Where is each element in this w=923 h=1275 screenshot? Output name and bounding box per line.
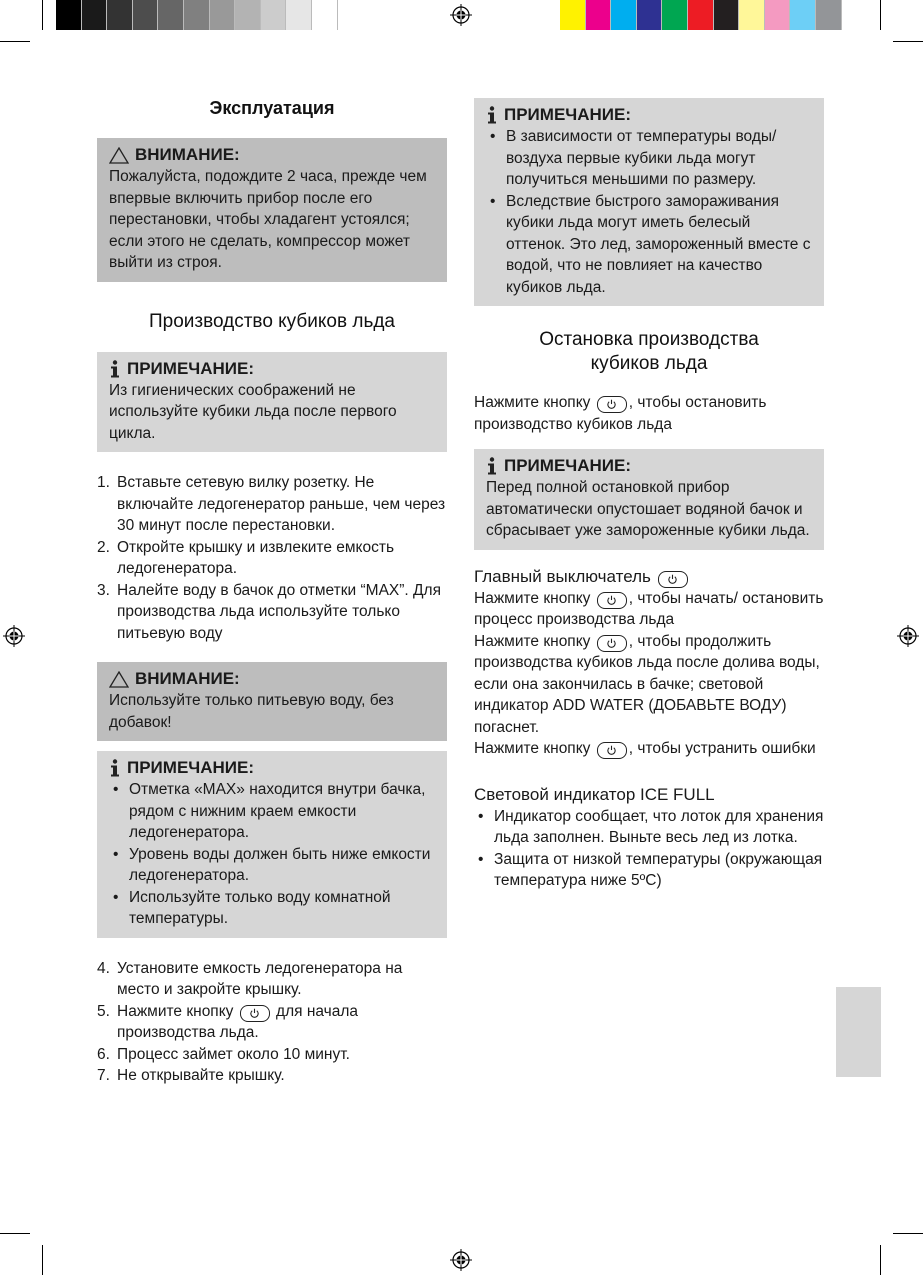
color-swatch xyxy=(637,0,663,30)
steps-list xyxy=(97,958,447,1087)
list-item: • Индикатор сообщает, что лоток для хранения льда заполнен. Выньте весь лед из лотка. xyxy=(474,806,824,849)
steps-list xyxy=(97,472,447,644)
main-switch-title: Главный выключатель xyxy=(474,566,651,586)
list-item: 7. Не открывайте крышку. xyxy=(97,1067,285,1084)
color-swatch xyxy=(210,0,236,30)
info-icon xyxy=(109,759,121,777)
right-column xyxy=(474,98,824,892)
color-swatch xyxy=(816,0,842,30)
color-swatch xyxy=(56,0,82,30)
ice-full-section xyxy=(474,784,824,892)
color-swatch xyxy=(714,0,740,30)
color-swatch xyxy=(133,0,159,30)
power-button-symbol xyxy=(658,571,688,588)
crop-mark xyxy=(880,1245,881,1275)
list-item: • В зависимости от температуры воды/ воздуха первые кубики льда могут получиться меньшими по размеру. xyxy=(486,126,812,191)
registration-mark-icon xyxy=(897,625,919,647)
list-item: 3. Налейте воду в бачок до отметки “MAX”. Для производства льда используйте только питьевую воду xyxy=(97,581,441,642)
color-swatch xyxy=(611,0,637,30)
warning-text: Пожалуйста, подождите 2 часа, прежде чем впервые включить прибор после его перестановки, чтобы хладагент устоялся; если этого не сделать, компрессор может выйти из строя. xyxy=(109,168,427,271)
crop-mark xyxy=(893,1233,923,1234)
color-swatch xyxy=(184,0,210,30)
stop-instructions: Нажмите кнопку , чтобы остановить производство кубиков льда xyxy=(474,394,767,433)
note-title: ПРИМЕЧАНИЕ: xyxy=(127,758,254,777)
color-swatch xyxy=(560,0,586,30)
note-text: Из гигиенических соображений не используйте кубики льда после первого цикла. xyxy=(109,381,397,442)
power-icon xyxy=(667,574,678,585)
crop-mark xyxy=(0,1233,30,1234)
crop-mark xyxy=(0,41,30,42)
note-title: ПРИМЕЧАНИЕ: xyxy=(504,105,631,124)
power-icon xyxy=(606,638,617,649)
list-item: 4. Установите емкость ледогенератора на место и закройте крышку. xyxy=(97,959,403,998)
section-title-stop: Остановка производства кубиков льда xyxy=(539,329,759,374)
color-swatch xyxy=(312,0,338,30)
list-item: • Уровень воды должен быть ниже емкости ледогенератора. xyxy=(109,844,435,887)
note-box xyxy=(97,751,447,938)
grayscale-color-bar xyxy=(56,0,338,30)
ice-full-list xyxy=(474,806,824,892)
warning-triangle-icon xyxy=(109,147,129,164)
crop-mark xyxy=(880,0,881,30)
list-item: 6. Процесс займет около 10 минут. xyxy=(97,1045,350,1063)
note-box xyxy=(474,98,824,306)
main-switch-section: Главный выключатель Нажмите кнопку , чтобы начать/ остановить процесс производства льда Нажмите кнопку , чтобы продолжить производства кубиков льда после долива воды, если она закончилась в бачке; световой индикатор ADD WATER (ДОБАВЬТЕ ВОДУ) погаснет. Нажмите кнопку , чтобы устранить ошибки xyxy=(474,566,824,757)
note-title: ПРИМЕЧАНИЕ: xyxy=(127,358,254,378)
power-icon xyxy=(249,1008,260,1019)
color-swatch xyxy=(662,0,688,30)
warning-title: ВНИМАНИЕ: xyxy=(135,145,240,164)
list-item: 1. Вставьте сетевую вилку розетку. Не включайте ледогенератор раньше, чем через 30 минут после перестановки. xyxy=(97,474,446,534)
power-icon xyxy=(606,595,617,606)
color-swatch xyxy=(688,0,714,30)
note-title: ПРИМЕЧАНИЕ: xyxy=(504,456,631,475)
color-swatch xyxy=(107,0,133,30)
warning-title: ВНИМАНИЕ: xyxy=(135,669,240,688)
color-swatch xyxy=(586,0,612,30)
left-column xyxy=(97,96,447,1087)
list-item: 2. Откройте крышку и извлеките емкость ледогенератора. xyxy=(97,538,395,577)
warning-box xyxy=(97,138,447,282)
warning-box xyxy=(97,662,447,741)
color-swatch xyxy=(261,0,287,30)
ice-full-title: Световой индикатор ICE FULL xyxy=(474,784,715,804)
color-swatch xyxy=(235,0,261,30)
color-swatch xyxy=(286,0,312,30)
color-swatch xyxy=(739,0,765,30)
list-item: • Вследствие быстрого замораживания кубики льда могут иметь белесый оттенок. Это лед, замороженный вместе с водой, что не повлияет на качество кубиков льда. xyxy=(486,191,812,299)
registration-mark-icon xyxy=(3,625,25,647)
warning-triangle-icon xyxy=(109,671,129,688)
list-item: • Защита от низкой температуры (окружающая температура ниже 5ºC) xyxy=(474,849,824,892)
registration-mark-icon xyxy=(450,1249,472,1271)
list-item: • Используйте только воду комнатной температуры. xyxy=(109,887,435,930)
power-button-symbol xyxy=(597,742,627,759)
note-box xyxy=(97,352,447,453)
registration-mark-icon xyxy=(450,4,472,26)
crop-mark xyxy=(893,41,923,42)
power-button-symbol xyxy=(597,592,627,609)
info-icon xyxy=(486,457,498,475)
note-list xyxy=(486,126,812,298)
list-item: • Отметка «MAX» находится внутри бачка, рядом с нижним краем емкости ледогенератора. xyxy=(109,779,435,844)
color-swatch xyxy=(158,0,184,30)
crop-mark xyxy=(42,0,43,30)
color-swatch xyxy=(82,0,108,30)
info-icon xyxy=(109,360,121,378)
section-title-production: Производство кубиков льда xyxy=(149,310,395,332)
power-button-symbol xyxy=(597,635,627,652)
crop-mark xyxy=(42,1245,43,1275)
power-icon xyxy=(606,745,617,756)
power-button-symbol xyxy=(240,1005,270,1022)
process-color-bar xyxy=(560,0,842,30)
power-icon xyxy=(606,399,617,410)
note-box xyxy=(474,449,824,550)
note-list xyxy=(109,779,435,930)
info-icon xyxy=(486,106,498,124)
power-button-symbol xyxy=(597,396,627,413)
note-text: Перед полной остановкой прибор автоматически опустошает водяной бачок и сбрасывает уже замороженные кубики льда. xyxy=(486,479,810,539)
section-title-operation: Эксплуатация xyxy=(209,98,335,118)
language-side-tab xyxy=(836,987,881,1077)
warning-text: Используйте только питьевую воду, без добавок! xyxy=(109,692,394,731)
list-item: 5. Нажмите кнопку для начала производства льда. xyxy=(97,1002,359,1041)
color-swatch xyxy=(765,0,791,30)
color-swatch xyxy=(790,0,816,30)
